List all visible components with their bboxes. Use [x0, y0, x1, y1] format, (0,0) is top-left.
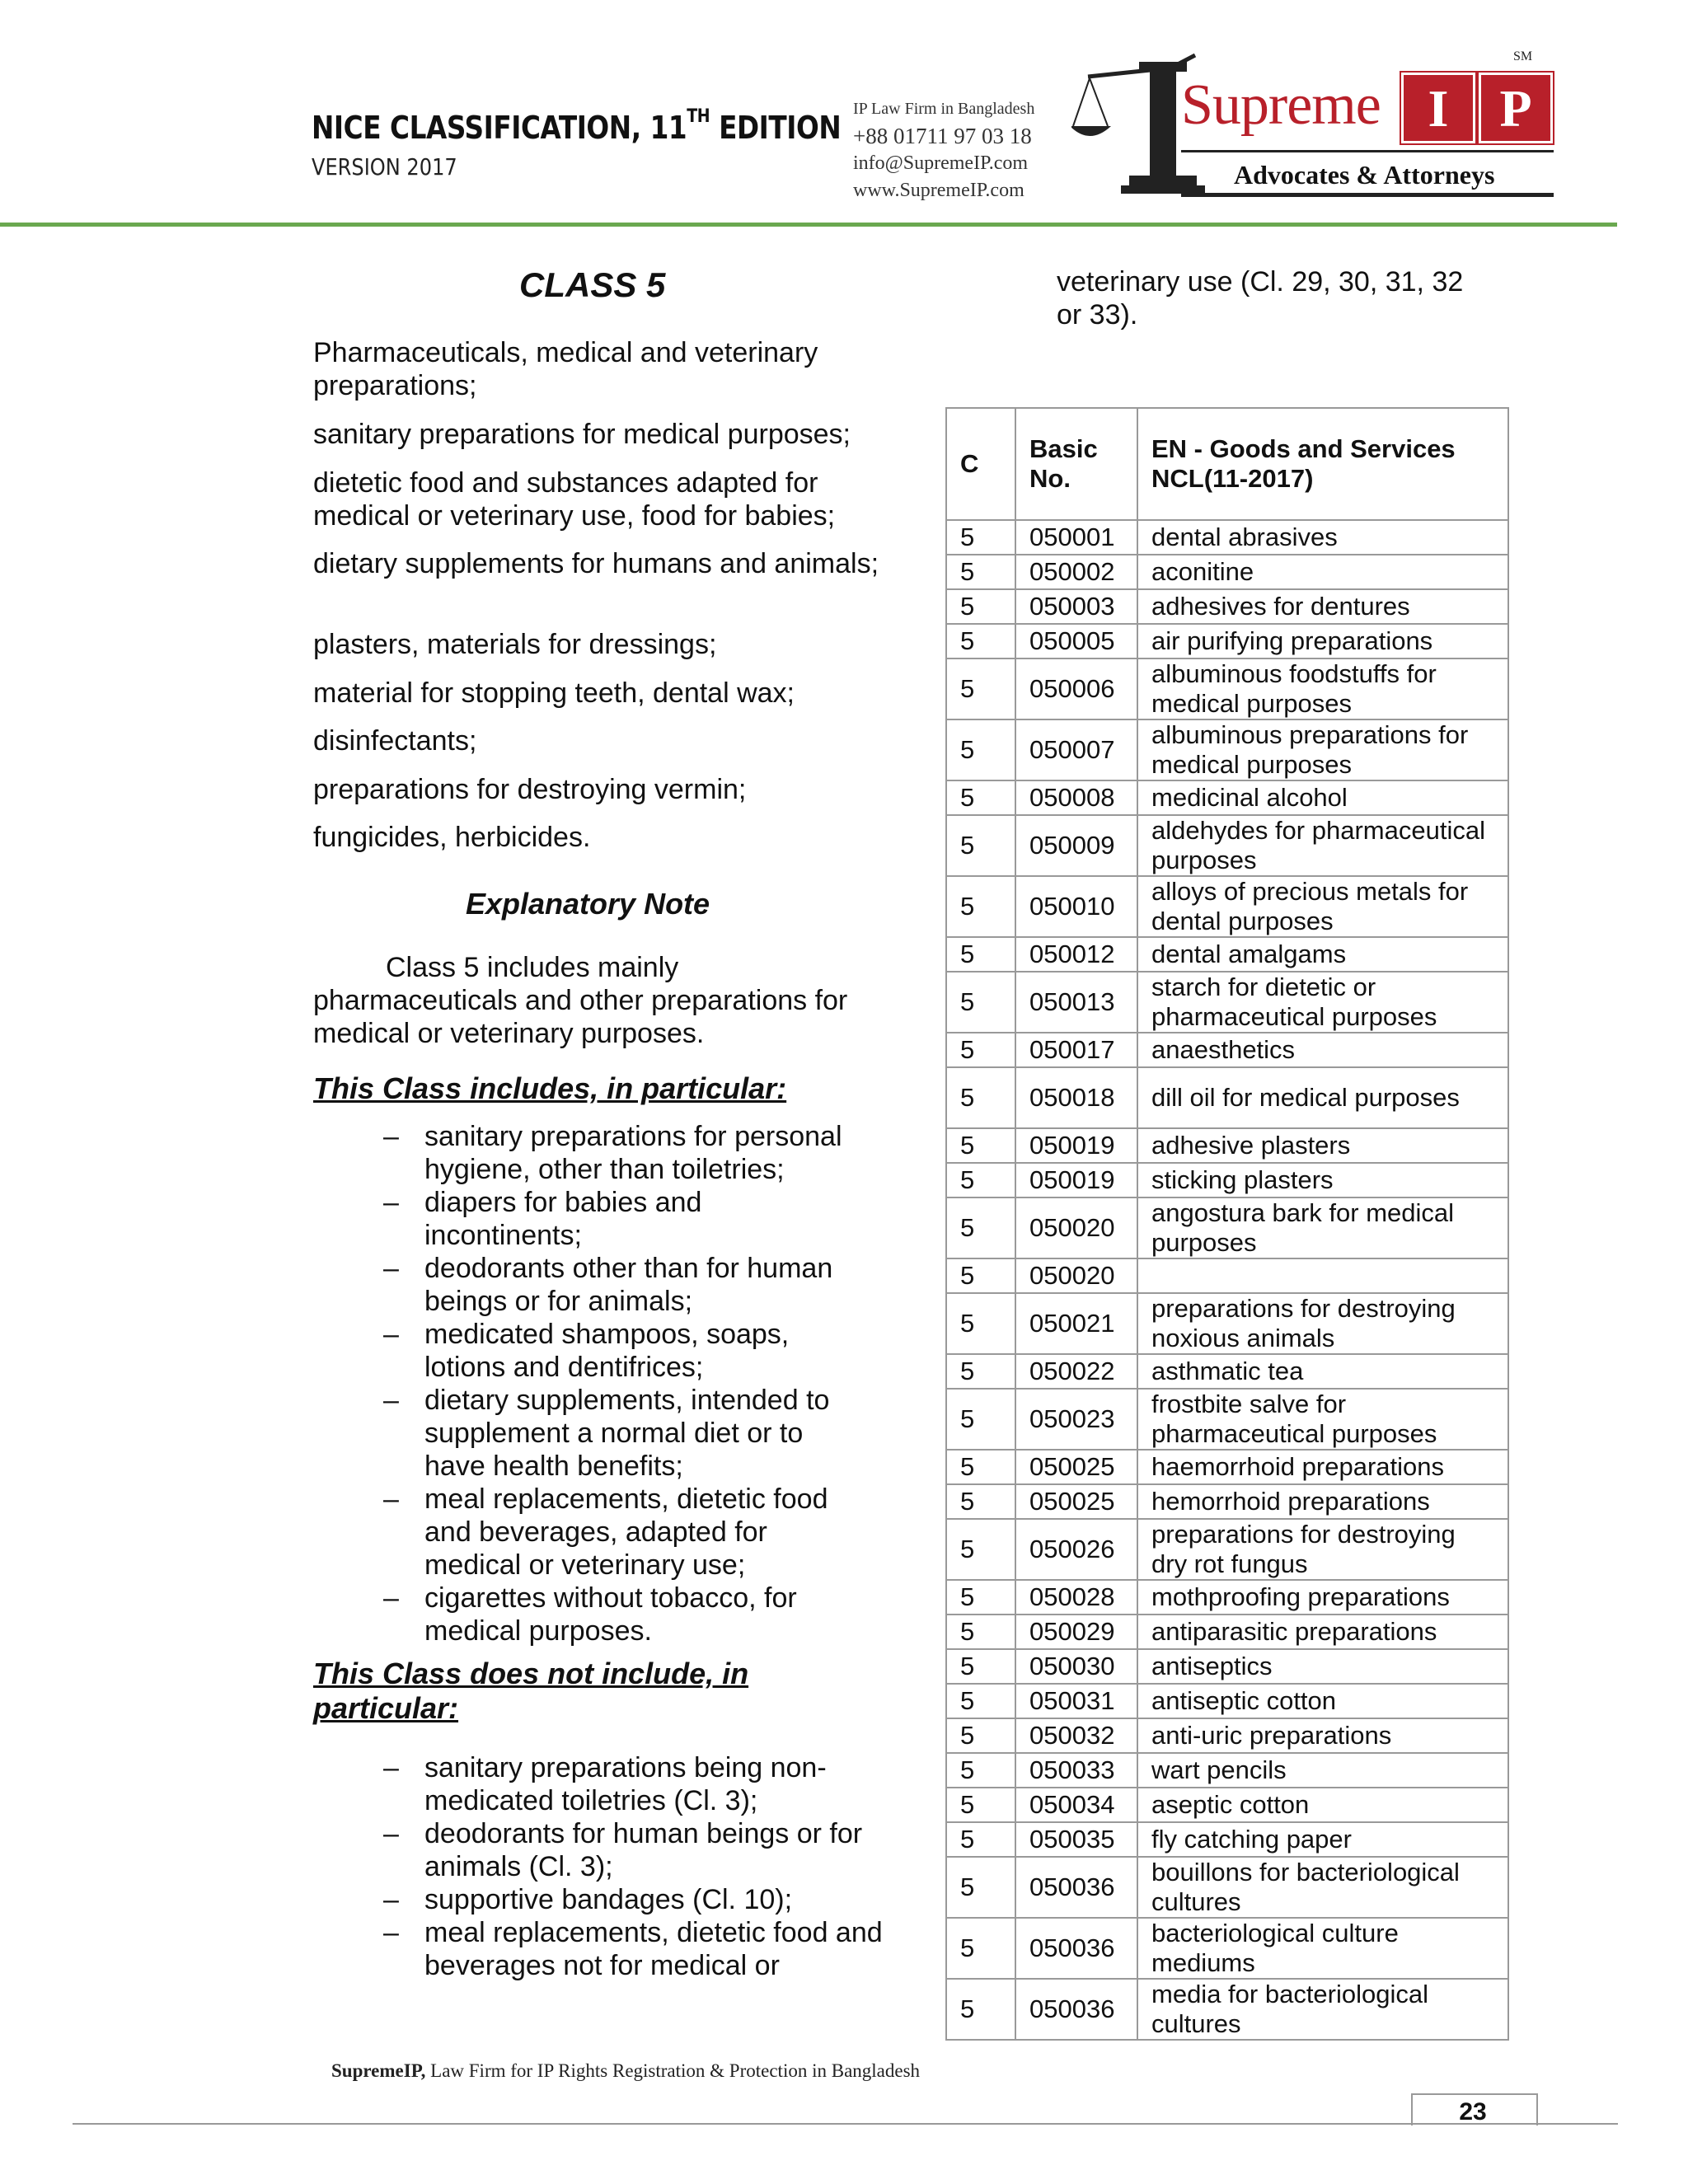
cell-basic-no: 050025 [1015, 1484, 1137, 1519]
footer-text: SupremeIP, Law Firm for IP Rights Registration & Protection in Bangladesh [331, 2060, 921, 2081]
cell-goods [1137, 1258, 1508, 1293]
heading-line: fungicides, herbicides. [313, 822, 591, 853]
cell-class: 5 [946, 1684, 1015, 1718]
cell-basic-no: 050019 [1015, 1163, 1137, 1197]
cell-basic-no: 050009 [1015, 815, 1137, 876]
cell-basic-no: 050020 [1015, 1197, 1137, 1258]
table-row [946, 937, 1508, 972]
cell-basic-no: 050017 [1015, 1033, 1137, 1067]
cell-goods: dill oil for medical purposes [1137, 1067, 1508, 1128]
table-row [946, 1033, 1508, 1067]
heading-line: sanitary preparations for medical purposes; [313, 419, 851, 450]
logo-rule [1181, 150, 1554, 152]
cell-goods: aldehydes for pharmaceutical purposes [1137, 815, 1508, 876]
cell-basic-no: 050002 [1015, 555, 1137, 589]
cell-class: 5 [946, 1649, 1015, 1684]
includes-list [383, 1120, 861, 1647]
list-item: – meal replacements, dietetic food and beverages not for medical or [383, 1917, 883, 1981]
cell-class: 5 [946, 1822, 1015, 1857]
list-item: – deodorants other than for human beings or for animals; [383, 1253, 833, 1317]
cell-class: 5 [946, 658, 1015, 719]
cell-goods: aconitine [1137, 555, 1508, 589]
cell-basic-no: 050010 [1015, 876, 1137, 937]
logo-name: Supreme [1181, 73, 1381, 137]
cell-class: 5 [946, 937, 1015, 972]
column-header-class: C [946, 408, 1015, 520]
cell-goods: frostbite salve for pharmaceutical purposes [1137, 1389, 1508, 1450]
table-row [946, 972, 1508, 1033]
cell-basic-no: 050025 [1015, 1450, 1137, 1484]
cell-basic-no: 050033 [1015, 1753, 1137, 1788]
explanatory-note-title: Explanatory Note [466, 887, 710, 921]
cell-goods: anaesthetics [1137, 1033, 1508, 1067]
cell-basic-no: 050036 [1015, 1918, 1137, 1979]
cell-goods: bacteriological culture mediums [1137, 1918, 1508, 1979]
table-row [946, 1822, 1508, 1857]
cell-class: 5 [946, 719, 1015, 780]
table-row [946, 1753, 1508, 1788]
cell-class: 5 [946, 1718, 1015, 1753]
table-row [946, 1354, 1508, 1389]
cell-basic-no: 050029 [1015, 1615, 1137, 1649]
cell-goods: air purifying preparations [1137, 624, 1508, 658]
cell-basic-no: 050005 [1015, 624, 1137, 658]
cell-class: 5 [946, 1033, 1015, 1067]
table-row [946, 1128, 1508, 1163]
heading-line: plasters, materials for dressings; [313, 629, 717, 660]
column-header-goods: EN - Goods and Services NCL(11-2017) [1137, 408, 1508, 520]
cell-basic-no: 050026 [1015, 1519, 1137, 1580]
cell-basic-no: 050030 [1015, 1649, 1137, 1684]
cell-class: 5 [946, 1293, 1015, 1354]
cell-goods: alloys of precious metals for dental purposes [1137, 876, 1508, 937]
cell-goods: albuminous foodstuffs for medical purposes [1137, 658, 1508, 719]
list-item: – diapers for babies and incontinents; [383, 1187, 702, 1251]
cell-class: 5 [946, 1450, 1015, 1484]
table-header-row [946, 408, 1508, 520]
table-row [946, 1197, 1508, 1258]
cell-goods: hemorrhoid preparations [1137, 1484, 1508, 1519]
list-item: – dietary supplements, intended to supplement a normal diet or to have health benefits; [383, 1385, 830, 1482]
list-item: – sanitary preparations for personal hygiene, other than toiletries; [383, 1121, 842, 1185]
cell-goods: starch for dietetic or pharmaceutical purposes [1137, 972, 1508, 1033]
heading-line: preparations for destroying vermin; [313, 774, 747, 805]
document-version: VERSION 2017 [312, 153, 457, 180]
cell-basic-no: 050012 [1015, 937, 1137, 972]
cell-basic-no: 050019 [1015, 1128, 1137, 1163]
cell-basic-no: 050035 [1015, 1822, 1137, 1857]
cell-basic-no: 050028 [1015, 1580, 1137, 1615]
table-body [946, 520, 1508, 2040]
table-row [946, 1067, 1508, 1128]
table-row [946, 719, 1508, 780]
heading-line: material for stopping teeth, dental wax; [313, 677, 795, 709]
cell-goods: dental abrasives [1137, 520, 1508, 555]
contact-phone: +88 01711 97 03 18 [853, 124, 1032, 148]
cell-goods: antiseptics [1137, 1649, 1508, 1684]
cell-goods: anti-uric preparations [1137, 1718, 1508, 1753]
table-row [946, 1258, 1508, 1293]
table-row [946, 1857, 1508, 1918]
cell-basic-no: 050008 [1015, 780, 1137, 815]
table-row [946, 1979, 1508, 2040]
cell-class: 5 [946, 1979, 1015, 2040]
cell-basic-no: 050023 [1015, 1389, 1137, 1450]
cell-goods: angostura bark for medical purposes [1137, 1197, 1508, 1258]
contact-web: www.SupremeIP.com [853, 180, 1025, 201]
cell-goods: media for bacteriological cultures [1137, 1979, 1508, 2040]
cell-class: 5 [946, 1857, 1015, 1918]
cell-goods: antiparasitic preparations [1137, 1615, 1508, 1649]
logo-ip-badge [1401, 73, 1553, 143]
table-row [946, 1718, 1508, 1753]
header-divider [0, 223, 1617, 227]
class-title: CLASS 5 [519, 265, 666, 304]
cell-basic-no: 050036 [1015, 1979, 1137, 2040]
footer-divider [73, 2123, 1618, 2125]
table-row [946, 1389, 1508, 1450]
cell-class: 5 [946, 1918, 1015, 1979]
excludes-list [383, 1751, 894, 1982]
cell-goods: sticking plasters [1137, 1163, 1508, 1197]
excludes-heading: This Class does not include, in particular: [313, 1657, 749, 1725]
heading-line: Pharmaceuticals, medical and veterinary preparations; [313, 337, 818, 401]
cell-class: 5 [946, 1354, 1015, 1389]
logo-tagline: Advocates & Attorneys [1234, 160, 1495, 190]
table-row [946, 815, 1508, 876]
cell-basic-no: 050034 [1015, 1788, 1137, 1822]
cell-class: 5 [946, 1197, 1015, 1258]
cell-basic-no: 050021 [1015, 1293, 1137, 1354]
heading-line: dietary supplements for humans and animals; [313, 548, 879, 579]
table-row [946, 1615, 1508, 1649]
cell-class: 5 [946, 1753, 1015, 1788]
table-row [946, 1684, 1508, 1718]
cell-class: 5 [946, 520, 1015, 555]
contact-block [853, 96, 1034, 204]
cell-goods: medicinal alcohol [1137, 780, 1508, 815]
cell-basic-no: 050006 [1015, 658, 1137, 719]
cell-class: 5 [946, 624, 1015, 658]
cell-goods: wart pencils [1137, 1753, 1508, 1788]
cell-class: 5 [946, 1519, 1015, 1580]
table-row [946, 1450, 1508, 1484]
explanatory-note-body: Class 5 includes mainly pharmaceuticals and other preparations for medical or veterinary purposes. [313, 952, 848, 1049]
cell-class: 5 [946, 780, 1015, 815]
cell-basic-no: 050022 [1015, 1354, 1137, 1389]
table-row [946, 589, 1508, 624]
cell-goods: aseptic cotton [1137, 1788, 1508, 1822]
table-row [946, 624, 1508, 658]
table-row [946, 555, 1508, 589]
cell-goods: adhesive plasters [1137, 1128, 1508, 1163]
table-row [946, 520, 1508, 555]
cell-goods: mothproofing preparations [1137, 1580, 1508, 1615]
list-item: – sanitary preparations being non-medicated toiletries (Cl. 3); [383, 1752, 827, 1816]
cell-goods: preparations for destroying dry rot fungus [1137, 1519, 1508, 1580]
list-item: – deodorants for human beings or for animals (Cl. 3); [383, 1818, 863, 1882]
cell-basic-no: 050003 [1015, 589, 1137, 624]
cell-goods: adhesives for dentures [1137, 589, 1508, 624]
table-row [946, 1918, 1508, 1979]
page-number: 23 [1459, 2098, 1487, 2125]
cell-basic-no: 050032 [1015, 1718, 1137, 1753]
document-title: NICE CLASSIFICATION, 11TH EDITION [312, 106, 842, 146]
logo-rule [1181, 193, 1554, 197]
table-row [946, 1484, 1508, 1519]
logo-letter-i: I [1401, 73, 1475, 143]
cell-class: 5 [946, 815, 1015, 876]
table-row [946, 1649, 1508, 1684]
cell-class: 5 [946, 876, 1015, 937]
list-item: – supportive bandages (Cl. 10); [383, 1884, 793, 1915]
list-item: – medicated shampoos, soaps, lotions and dentifrices; [383, 1319, 790, 1383]
table-row [946, 876, 1508, 937]
cell-basic-no: 050013 [1015, 972, 1137, 1033]
table-row [946, 1293, 1508, 1354]
excludes-continuation: veterinary use (Cl. 29, 30, 31, 32 or 33). [1057, 266, 1464, 330]
table-row [946, 1788, 1508, 1822]
table-row [946, 1163, 1508, 1197]
cell-goods: asthmatic tea [1137, 1354, 1508, 1389]
cell-goods: bouillons for bacteriological cultures [1137, 1857, 1508, 1918]
cell-basic-no: 050001 [1015, 520, 1137, 555]
cell-class: 5 [946, 1258, 1015, 1293]
cell-goods: albuminous preparations for medical purposes [1137, 719, 1508, 780]
cell-basic-no: 050020 [1015, 1258, 1137, 1293]
logo-letter-p: P [1479, 73, 1553, 143]
cell-class: 5 [946, 1580, 1015, 1615]
cell-goods: antiseptic cotton [1137, 1684, 1508, 1718]
cell-class: 5 [946, 1128, 1015, 1163]
cell-basic-no: 050007 [1015, 719, 1137, 780]
cell-basic-no: 050018 [1015, 1067, 1137, 1128]
cell-class: 5 [946, 1484, 1015, 1519]
list-item: – meal replacements, dietetic food and beverages, adapted for medical or veterinary use; [383, 1483, 828, 1581]
logo-service-mark: SM [1513, 49, 1533, 63]
includes-heading: This Class includes, in particular: [313, 1071, 787, 1105]
cell-class: 5 [946, 1067, 1015, 1128]
cell-class: 5 [946, 1788, 1015, 1822]
goods-table [945, 407, 1509, 2041]
cell-class: 5 [946, 1163, 1015, 1197]
cell-class: 5 [946, 1615, 1015, 1649]
heading-line: dietetic food and substances adapted for medical or veterinary use, food for babies; [313, 467, 836, 532]
cell-goods: fly catching paper [1137, 1822, 1508, 1857]
list-item: – cigarettes without tobacco, for medical purposes. [383, 1582, 797, 1647]
cell-basic-no: 050031 [1015, 1684, 1137, 1718]
cell-class: 5 [946, 589, 1015, 624]
cell-goods: dental amalgams [1137, 937, 1508, 972]
heading-line: disinfectants; [313, 725, 477, 757]
contact-email: info@SupremeIP.com [853, 152, 1029, 174]
cell-goods: haemorrhoid preparations [1137, 1450, 1508, 1484]
cell-basic-no: 050036 [1015, 1857, 1137, 1918]
table-row [946, 658, 1508, 719]
contact-tagline: IP Law Firm in Bangladesh [853, 100, 1035, 118]
column-header-basic-no: Basic No. [1015, 408, 1137, 520]
table-row [946, 1580, 1508, 1615]
cell-class: 5 [946, 1389, 1015, 1450]
cell-goods: preparations for destroying noxious animals [1137, 1293, 1508, 1354]
cell-class: 5 [946, 972, 1015, 1033]
table-row [946, 1519, 1508, 1580]
table-row [946, 780, 1508, 815]
cell-class: 5 [946, 555, 1015, 589]
